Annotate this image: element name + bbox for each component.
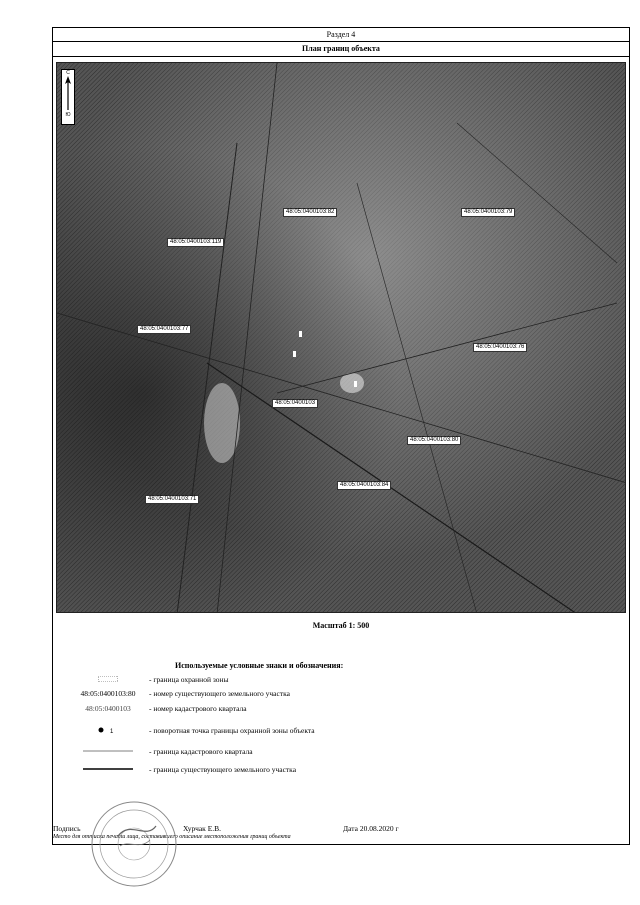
- legend-text: - граница охранной зоны: [149, 675, 229, 684]
- north-label: С: [66, 70, 70, 76]
- legend-text: - поворотная точка границы охранной зоны объекта: [149, 726, 315, 735]
- point-icon: [96, 726, 120, 734]
- hatch-swatch-icon: [98, 676, 118, 682]
- protection-zone-marker: [299, 331, 302, 337]
- legend-text: - номер существующего земельного участка: [149, 689, 290, 698]
- svg-text:1: 1: [110, 729, 114, 734]
- legend-text: - граница существующего земельного участка: [149, 765, 297, 774]
- signature-date: Дата 20.08.2020 г: [343, 824, 399, 833]
- legend-item: [53, 689, 629, 701]
- seal-stamp: [90, 800, 178, 888]
- thick-line-icon: [83, 766, 133, 772]
- plan-title: План границ объекта: [53, 42, 629, 57]
- turning-point-symbol: [63, 726, 153, 736]
- thin-line-icon: [83, 748, 133, 754]
- parcel-label: 48:05:0400103:77: [137, 325, 191, 334]
- quarter-border-symbol: [63, 747, 153, 756]
- quarter-label: 48:05:0400103: [272, 399, 318, 408]
- parcel-border-symbol: [63, 765, 153, 774]
- north-arrow-icon: [63, 76, 73, 110]
- stamp-note: Место для оттиска печати лица, составившего описание местоположения границ объекта: [53, 834, 291, 840]
- parcel-label: 48:05:0400103:79: [461, 208, 515, 217]
- legend-item: [53, 765, 629, 777]
- map-background: [57, 63, 626, 613]
- legend-text: - граница кадастрового квартала: [149, 747, 253, 756]
- legend-item: [53, 704, 629, 716]
- protection-zone-marker: [354, 381, 357, 387]
- signer-name: Хурчак Е.В.: [183, 824, 222, 833]
- legend-text: - номер кадастрового квартала: [149, 704, 247, 713]
- satellite-map: [56, 62, 626, 613]
- signature-label: Подпись: [53, 824, 81, 833]
- document-frame: [52, 27, 630, 845]
- legend-item: [53, 675, 629, 687]
- legend-item: [53, 747, 629, 759]
- protection-zone-marker: [293, 351, 296, 357]
- section-header: Раздел 4: [53, 28, 629, 42]
- parcel-label: 48:05:0400103:76: [473, 343, 527, 352]
- map-scale: Масштаб 1: 500: [312, 621, 370, 630]
- legend-symbol: 48:05:0400103:80: [80, 689, 136, 698]
- north-arrow: [61, 69, 75, 125]
- parcel-label: 48:05:0400103:82: [283, 208, 337, 217]
- parcel-label: 48:05:0400103:80: [407, 436, 461, 445]
- legend-item: [53, 726, 629, 738]
- parcel-label: 48:05:0400103:84: [337, 481, 391, 490]
- parcel-label: 48:05:0400103:119: [167, 238, 224, 247]
- legend-symbol: 48:05:0400103: [85, 704, 131, 713]
- parcel-label: 48:05:0400103:71: [145, 495, 199, 504]
- south-label: Ю: [65, 112, 71, 118]
- legend-title: Используемые условные знаки и обозначения:: [175, 661, 344, 670]
- protection-zone-symbol: [63, 675, 153, 684]
